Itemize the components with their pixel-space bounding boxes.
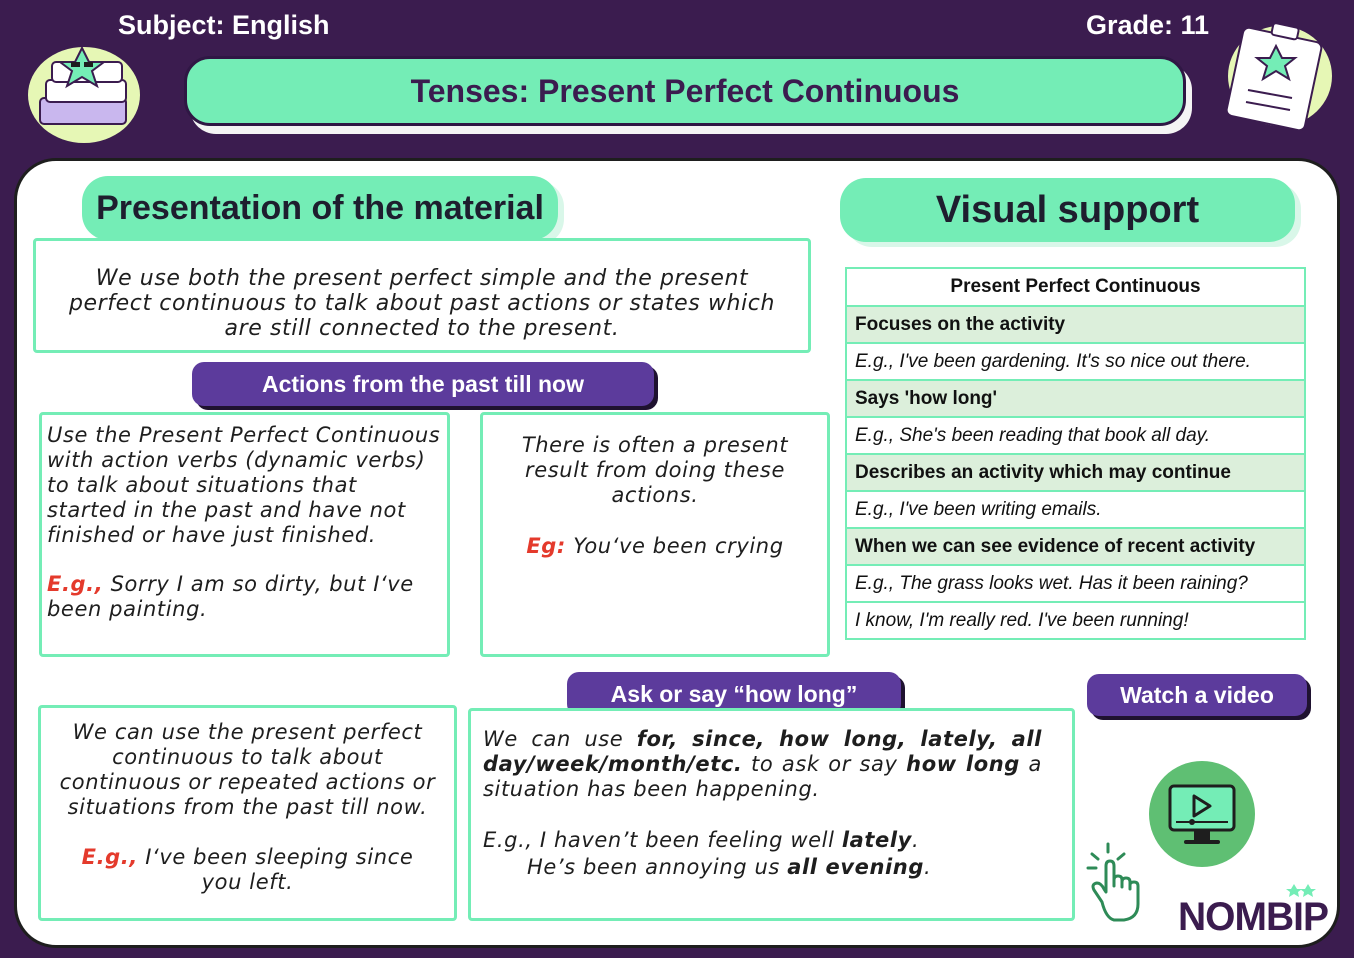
continuous-box <box>38 705 457 921</box>
eg-text: Sorry I am so dirty, but I‘ve been painting. <box>47 572 414 621</box>
presentation-heading: Presentation of the material <box>82 176 558 240</box>
bold-part: all evening <box>787 855 924 879</box>
text-part: He’s been annoying us <box>527 855 788 879</box>
books-mascot-icon <box>22 40 142 145</box>
table-row <box>846 417 1305 454</box>
clipboard-mascot-icon <box>1218 16 1338 131</box>
how-long-pill: Ask or say “how long” <box>567 672 901 716</box>
eg-label: E.g., <box>81 845 138 869</box>
how-long-example-1 <box>471 802 1072 853</box>
how-long-example-2 <box>471 853 1072 880</box>
table-example-cell: I know, I'm really red. I've been running! <box>846 602 1305 639</box>
eg-text: I‘ve been sleeping since you left. <box>137 845 414 894</box>
continuous-example <box>41 820 454 895</box>
intro-text: We use both the present perfect simple and the present perfect continuous to talk about past actions or states which are still connected to the present. <box>68 266 776 341</box>
eg-label: Eg: <box>526 534 566 558</box>
table-row <box>846 380 1305 417</box>
table-row <box>846 454 1305 491</box>
how-long-text <box>471 711 1072 802</box>
table-category-cell: Says 'how long' <box>846 380 1305 417</box>
table-category-cell: Focuses on the activity <box>846 306 1305 343</box>
table-title: Present Perfect Continuous <box>846 268 1305 306</box>
table-row <box>846 491 1305 528</box>
eg-label: E.g., <box>47 572 104 596</box>
continuous-text: We can use the present perfect continuous to talk about continuous or repeated actions or situations from the past till now. <box>59 720 436 819</box>
actions-right-example <box>483 508 827 559</box>
intro-box <box>33 238 811 353</box>
text-part: E.g., I haven’t been feeling well <box>483 828 842 852</box>
actions-right-box <box>480 412 830 657</box>
hand-pointer-icon <box>1084 840 1150 924</box>
logo-wordmark: NOMBIP <box>1178 895 1329 936</box>
how-long-box <box>468 708 1075 921</box>
actions-left-box <box>39 412 450 657</box>
bold-part: for, since, how long, lately, all day/week/month/etc. <box>483 727 1042 776</box>
video-monitor-icon[interactable] <box>1148 760 1256 868</box>
actions-left-example <box>42 548 447 622</box>
subject-label: Subject: English <box>118 10 330 40</box>
table-row <box>846 306 1305 343</box>
visual-table <box>845 267 1306 640</box>
text-part: We can use <box>483 727 637 751</box>
table-example-cell: E.g., The grass looks wet. Has it been raining? <box>846 565 1305 602</box>
eg-text: You‘ve been crying <box>565 534 784 558</box>
text-part: a situation has been happening. <box>483 752 1043 801</box>
table-category-cell: Describes an activity which may continue <box>846 454 1305 491</box>
table-category-cell: When we can see evidence of recent activity <box>846 528 1305 565</box>
page-title: Tenses: Present Perfect Continuous <box>184 56 1186 126</box>
table-example-cell: E.g., She's been reading that book all day. <box>846 417 1305 454</box>
text-part: to ask or say <box>742 752 907 776</box>
text-part: . <box>924 855 932 879</box>
table-example-cell: E.g., I've been writing emails. <box>846 491 1305 528</box>
table-example-cell: E.g., I've been gardening. It's so nice out there. <box>846 343 1305 380</box>
table-row <box>846 343 1305 380</box>
watch-video-button[interactable]: Watch a video <box>1087 674 1307 716</box>
grade-label: Grade: 11 <box>1086 10 1210 40</box>
bold-part: how long <box>906 752 1020 776</box>
visual-support-heading: Visual support <box>840 178 1295 242</box>
actions-right-text: There is often a present result from doing these actions. <box>521 433 789 507</box>
text-part: . <box>911 828 920 852</box>
bold-part: lately <box>841 828 912 852</box>
table-row <box>846 602 1305 639</box>
visual-table-wrap <box>845 267 1306 640</box>
nombip-logo <box>1176 880 1332 936</box>
actions-pill: Actions from the past till now <box>192 362 654 406</box>
table-row <box>846 528 1305 565</box>
table-row <box>846 565 1305 602</box>
actions-left-text: Use the Present Perfect Continuous with action verbs (dynamic verbs) to talk about situations that started in the past and have not finished or have just finished. <box>47 423 441 547</box>
